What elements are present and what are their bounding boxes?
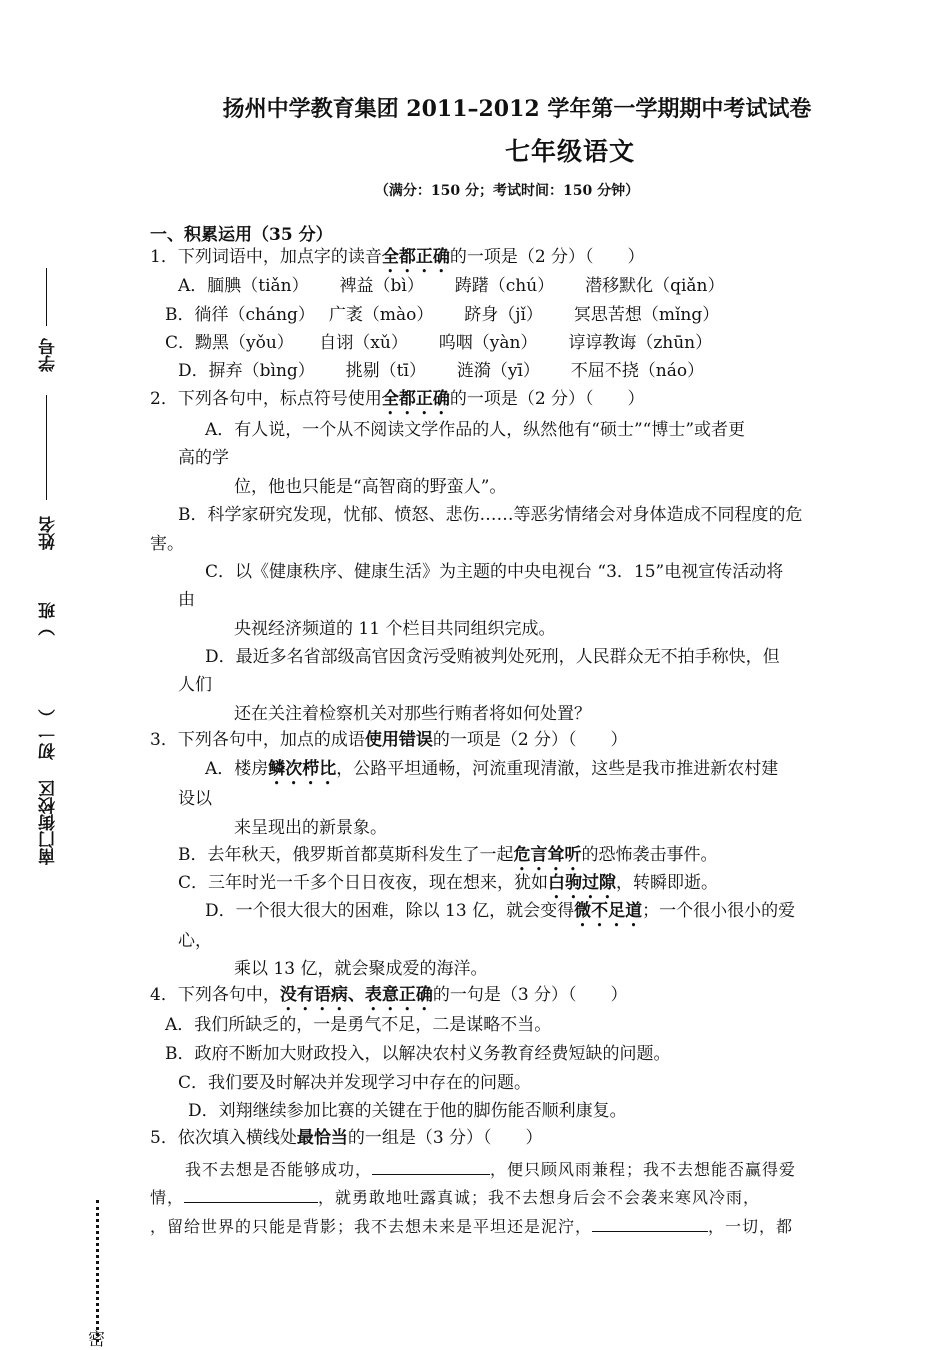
q2-option-c-cont: 由 [178, 590, 195, 610]
q3-option-c: C．三年时光一千多个日日夜夜，现在想来，犹如白驹过隙，转瞬即逝。 [178, 873, 719, 893]
name-text: 姓名 [39, 516, 59, 550]
binding-dotted-line [96, 1200, 99, 1342]
school-campus-label [28, 770, 68, 865]
seal-char: 密 [88, 1330, 105, 1350]
student-number-label [28, 332, 68, 372]
exam-note: （满分：150 分；考试时间：150 分钟） [374, 183, 640, 199]
school-text: 南门街校区 [39, 780, 59, 865]
q3-option-d-cont2: 乘以 13 亿，就会聚成爱的海洋。 [234, 959, 488, 979]
q2-option-d: D．最近多名省部级高官因贪污受贿被判处死刑，人民群众无不拍手称快，但 [205, 647, 780, 667]
q2-option-d-cont2: 还在关注着检察机关对那些行贿者将如何处置？ [234, 704, 591, 724]
q3-option-a: A．楼房鳞次栉比，公路平坦通畅，河流重现清澈，这些是我市推进新农村建 [205, 759, 779, 779]
q2-option-b: B．科学家研究发现，忧郁、愤怒、悲伤……等恶劣情绪会对身体造成不同程度的危 [178, 505, 803, 525]
question-4-stem: 4．下列各句中，没有语病、表意正确的一句是（3 分）（ ） [150, 985, 628, 1005]
exam-subject: 七年级语文 [504, 137, 635, 166]
question-5-stem: 5．依次填入横线处最恰当的一组是（3 分）（ ） [150, 1128, 543, 1148]
class-label [28, 600, 68, 760]
question-1-stem: 1．下列词语中，加点字的读音全都正确的一项是（2 分）（ ） [150, 247, 645, 267]
class-suffix-text: ）班 [39, 602, 59, 636]
q3-option-a-cont2: 来呈现出的新景象。 [234, 818, 387, 838]
number-text: 学号 [39, 338, 59, 372]
q2-option-c: C．以《健康秩序、健康生活》为主题的中央电视台 “3．15”电视宣传活动将 [205, 562, 784, 582]
q2-option-d-cont: 人们 [178, 675, 212, 695]
q3-option-a-cont: 设以 [178, 789, 212, 809]
q3-option-d-cont: 心， [178, 931, 212, 951]
q1-option-d: D．摒弃（bìng） 挑剔（tī） 涟漪（yī） 不屈不挠（náo） [178, 361, 705, 381]
q4-option-b: B．政府不断加大财政投入，以解决农村义务教育经费短缺的问题。 [165, 1044, 671, 1064]
section-heading: 一、积累运用（35 分） [150, 225, 333, 245]
q5-blank-1[interactable] [372, 1158, 490, 1175]
question-2-stem: 2．下列各句中，标点符号使用全都正确的一项是（2 分）（ ） [150, 389, 645, 409]
q3-option-b: B．去年秋天，俄罗斯首都莫斯科发生了一起危言耸听的恐怖袭击事件。 [178, 845, 718, 865]
name-blank-line[interactable] [46, 395, 47, 500]
q3-option-d: D．一个很大很大的困难，除以 13 亿，就会变得微不足道；一个很小很小的爱 [205, 901, 796, 921]
name-label [28, 510, 68, 550]
q1-option-c: C．黝黑（yǒu） 自诩（xǔ） 呜咽（yàn） 谆谆教诲（zhūn） [165, 333, 713, 353]
q4-option-c: C．我们要及时解决并发现学习中存在的问题。 [178, 1073, 532, 1093]
q5-blank-2[interactable] [184, 1186, 318, 1203]
q1-option-a: A．腼腆（tiǎn） 裨益（bì） 踌躇（chú） 潜移默化（qiǎn） [178, 276, 725, 296]
q2-option-a-cont: 高的学 [178, 448, 229, 468]
q5-passage-line-1: 我不去想是否能够成功， ，便只顾风雨兼程；我不去想能否赢得爱 [185, 1160, 797, 1179]
q5-blank-3[interactable] [592, 1215, 708, 1232]
q4-option-a: A．我们所缺乏的，一是勇气不足，二是谋略不当。 [165, 1015, 552, 1035]
class-prefix-text: 初一（ [39, 709, 59, 760]
q4-option-d: D．刘翔继续参加比赛的关键在于他的脚伤能否顺利康复。 [188, 1101, 627, 1121]
q2-option-a: A．有人说，一个从不阅读文学作品的人，纵然他有“硕士”“博士”或者更 [205, 420, 746, 440]
q5-passage-line-3: ，留给世界的只能是背影；我不去想未来是平坦还是泥泞， ，一切，都 [150, 1217, 794, 1236]
number-blank-line[interactable] [46, 268, 47, 326]
q2-option-b-cont: 害。 [150, 534, 184, 554]
q2-option-a-cont2: 位，他也只能是“高智商的野蛮人”。 [234, 477, 507, 497]
q1-option-b: B．徜徉（cháng） 广袤（mào） 跻身（jǐ） 冥思苦想（mǐng） [165, 305, 720, 325]
q5-passage-line-2: 情， ，就勇敢地吐露真诚；我不去想身后会不会袭来寒风冷雨， [150, 1188, 761, 1207]
question-3-stem: 3．下列各句中，加点的成语使用错误的一项是（2 分）（ ） [150, 730, 628, 750]
exam-title: 扬州中学教育集团 2011–2012 学年第一学期期中考试试卷 [222, 96, 812, 122]
q2-option-c-cont2: 央视经济频道的 11 个栏目共同组织完成。 [234, 619, 556, 639]
